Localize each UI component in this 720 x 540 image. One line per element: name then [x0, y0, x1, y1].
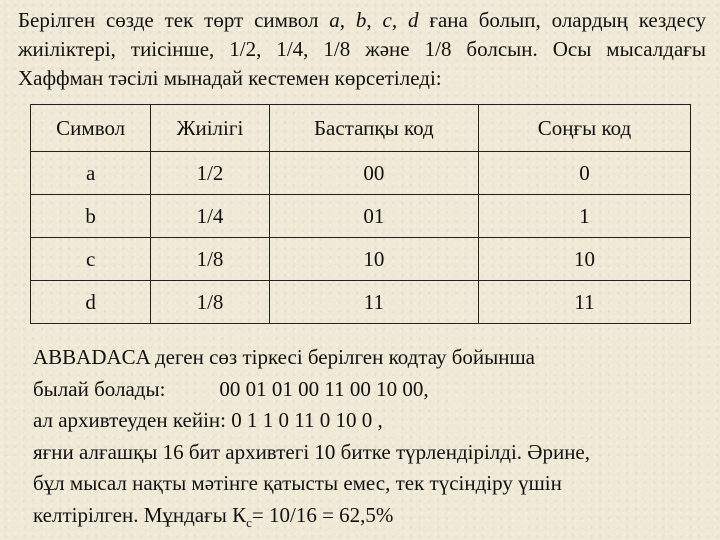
ratio-subscript: с [246, 514, 252, 530]
header-symbol: Символ [31, 105, 151, 152]
header-final-code: Соңғы код [479, 105, 691, 152]
intro-sep-1: , [339, 8, 356, 32]
cell-final-code: 1 [479, 195, 691, 238]
cell-frequency: 1/4 [151, 195, 269, 238]
cell-frequency: 1/8 [151, 238, 269, 281]
symbol-a: a [329, 8, 340, 32]
symbol-d: d [408, 8, 419, 32]
symbol-b: b [355, 8, 367, 32]
symbol-c: c [382, 8, 392, 32]
cell-frequency: 1/2 [151, 152, 269, 195]
explanation-line-5: бұл мысал нақты мәтінге қатысты емес, тек түсіндіру үшін [33, 471, 562, 495]
cell-initial-code: 11 [269, 281, 478, 324]
explanation-line-4: яғни алғашқы 16 бит архивтегі 10 битке түрлендірілді. Әрине, [33, 439, 591, 464]
huffman-code-table [30, 104, 691, 324]
explanation-line-1: ABBADACA деген сөз тіркесі берілген кодтау бойынша [33, 345, 536, 369]
intro-sep-3: , [391, 8, 408, 32]
ratio-prefix: келтірілген. Мұндағы К [33, 502, 247, 527]
explanation-line-3: ал архивтеуден кейін: 0 1 1 0 11 0 10 0 , [33, 408, 383, 432]
table-row [31, 195, 691, 238]
cell-symbol: d [31, 281, 151, 324]
encoded-label: былай болады: [33, 376, 166, 401]
cell-symbol: a [31, 152, 151, 195]
intro-text-end: ғана болып, олардың кездесу жиіліктері, тиісінше, 1/2, 1/4, 1/8 және 1/8 болсын. Осы мысалдағы Хаффман тәсілі мынадай кестемен көрсетіледі: [18, 8, 706, 90]
cell-final-code: 11 [479, 281, 691, 324]
table-row [31, 238, 691, 281]
cell-initial-code: 00 [269, 152, 478, 195]
table-row [31, 152, 691, 195]
header-initial-code: Бастапқы код [269, 105, 478, 152]
explanation-text [33, 342, 713, 538]
table-row [31, 281, 691, 324]
cell-symbol: c [31, 238, 151, 281]
table-header-row [31, 105, 691, 152]
intro-sep-2: , [366, 8, 383, 32]
cell-initial-code: 10 [269, 238, 478, 281]
cell-initial-code: 01 [269, 195, 478, 238]
ratio-value: = 10/16 = 62,5% [251, 502, 394, 527]
cell-final-code: 0 [479, 152, 691, 195]
cell-final-code: 10 [479, 238, 691, 281]
explanation-line-6 [33, 500, 713, 539]
intro-paragraph [18, 6, 706, 93]
cell-frequency: 1/8 [151, 281, 269, 324]
header-frequency: Жиілігі [151, 105, 269, 152]
encoded-sequence: 00 01 01 00 11 00 10 00, [219, 376, 429, 401]
explanation-line-2 [33, 374, 713, 406]
cell-symbol: b [31, 195, 151, 238]
intro-text-start: Берілген сөзде тек төрт символ [18, 8, 330, 32]
